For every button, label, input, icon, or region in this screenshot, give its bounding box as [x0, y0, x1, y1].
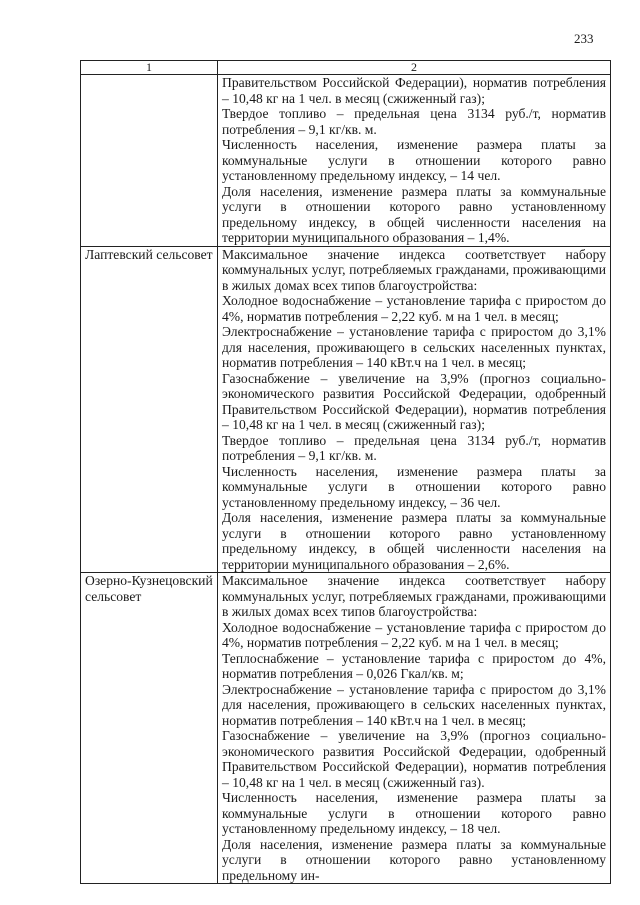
description-paragraph: Доля населения, изменение размера платы за коммунальные услуги в отношении которого равно установленному предельному индексу, в общей численности населения на территории муниципального образования – 2,6%.	[222, 510, 606, 572]
column-header-2: 2	[218, 61, 611, 75]
description-paragraph: Правительством Российской Федерации), норматив потребления – 10,48 кг на 1 чел. в месяц (сжиженный газ);	[222, 75, 606, 106]
page-number: 233	[574, 31, 594, 46]
description-paragraph: Электроснабжение – установление тарифа с приростом до 3,1% для населения, проживающего в сельских населенных пунктах, норматив потребления – 140 кВт.ч на 1 чел. в месяц;	[222, 681, 606, 728]
description-paragraph: Электроснабжение – установление тарифа с приростом до 3,1% для населения, проживающего в сельских населенных пунктах, норматив потребления – 140 кВт.ч на 1 чел. в месяц;	[222, 324, 606, 370]
description-paragraph: Доля населения, изменение размера платы за коммунальные услуги в отношении которого равно установленному предельному ин-	[222, 836, 606, 883]
description-paragraph: Твердое топливо – предельная цена 3134 руб./т, норматив потребления – 9,1 кг/кв. м.	[222, 432, 606, 463]
description-paragraph: Максимальное значение индекса соответствует набору коммунальных услуг, потребляемых гражданами, проживающими в жилых домах всех типов благоустройства:	[222, 246, 606, 293]
table-row	[81, 246, 611, 573]
description-paragraph: Численность населения, изменение размера платы за коммунальные услуги в отношении которого равно установленному предельному индексу, – 36 чел.	[222, 463, 606, 510]
municipality-name: Озерно-Кузнецовский сельсовет	[81, 573, 218, 884]
description-paragraph: Твердое топливо – предельная цена 3134 руб./т, норматив потребления – 9,1 кг/кв. м.	[222, 106, 606, 137]
municipality-name	[81, 75, 218, 247]
table-header-row	[81, 61, 611, 75]
index-description	[218, 75, 611, 247]
description-paragraph: Максимальное значение индекса соответствует набору коммунальных услуг, потребляемых гражданами, проживающими в жилых домах всех типов благоустройства:	[222, 573, 606, 619]
table-row	[81, 573, 611, 884]
table-row	[81, 75, 611, 247]
index-description	[218, 573, 611, 884]
index-description	[218, 246, 611, 573]
description-paragraph: Газоснабжение – увеличение на 3,9% (прогноз социально-экономического развития Российской Федерации, одобренный Правительством Российской Федерации), норматив потребления – 10,48 кг на 1 чел. в месяц (сжиженный газ).	[222, 728, 606, 790]
description-paragraph: Холодное водоснабжение – установление тарифа с приростом до 4%, норматив потребления – 2,22 куб. м на 1 чел. в месяц;	[222, 619, 606, 650]
description-paragraph: Доля населения, изменение размера платы за коммунальные услуги в отношении которого равно установленному предельному индексу, в общей численности населения на территории муниципального образования – 1,4%.	[222, 183, 606, 245]
description-paragraph: Газоснабжение – увеличение на 3,9% (прогноз социально-экономического развития Российской Федерации, одобренный Правительством Российской Федерации), норматив потребления – 10,48 кг на 1 чел. в месяц (сжиженный газ);	[222, 370, 606, 432]
description-paragraph: Теплоснабжение – установление тарифа с приростом до 4%, норматив потребления – 0,026 Гкал/кв. м;	[222, 650, 606, 681]
municipal-index-table	[80, 60, 611, 884]
description-paragraph: Холодное водоснабжение – установление тарифа с приростом до 4%, норматив потребления – 2,22 куб. м на 1 чел. в месяц;	[222, 293, 606, 324]
description-paragraph: Численность населения, изменение размера платы за коммунальные услуги в отношении которого равно установленному предельному индексу, – 18 чел.	[222, 790, 606, 836]
column-header-1: 1	[81, 61, 218, 75]
municipality-name: Лаптевский сельсовет	[81, 246, 218, 573]
description-paragraph: Численность населения, изменение размера платы за коммунальные услуги в отношении которого равно установленному предельному индексу, – 14 чел.	[222, 137, 606, 183]
